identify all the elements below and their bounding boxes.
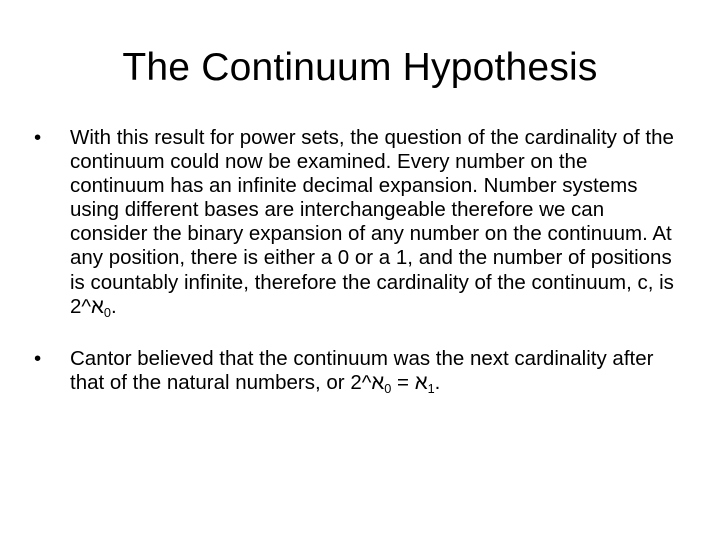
bullet-text [70,347,684,395]
bullet-marker: • [34,126,42,149]
equals-text: = [391,370,415,394]
aleph-symbol: א [371,370,385,394]
aleph-subscript: 0 [384,380,392,396]
bullet-item-cantor [34,347,684,395]
bullet-item-power-sets [34,126,684,319]
aleph-subscript: 0 [103,304,111,320]
bullet-body-text: Cantor believed that the continuum was the next cardinality after that of the natural numbers, or 2^ [70,346,654,394]
sentence-end: . [110,294,117,318]
bullet-body-text: With this result for power sets, the question of the cardinality of the continuum could now be examined. Every number on the continuum has an infinite decimal expansion. Number systems using different bases are interchangeable therefore we can consider the binary expansion of any number on the continuum. At any position, there is either a 0 or a 1, and the number of positions is countably infinite, therefore the cardinality of the continuum, c, is 2^ [70,126,674,318]
aleph-symbol: א [91,294,104,318]
sentence-end: . [434,370,441,394]
slide-title: The Continuum Hypothesis [122,46,598,89]
bullet-text [70,126,684,319]
aleph-symbol-second: א [414,370,428,394]
bullet-marker: • [34,346,42,370]
aleph-subscript-second: 1 [427,380,435,396]
bullet-list [34,126,684,395]
